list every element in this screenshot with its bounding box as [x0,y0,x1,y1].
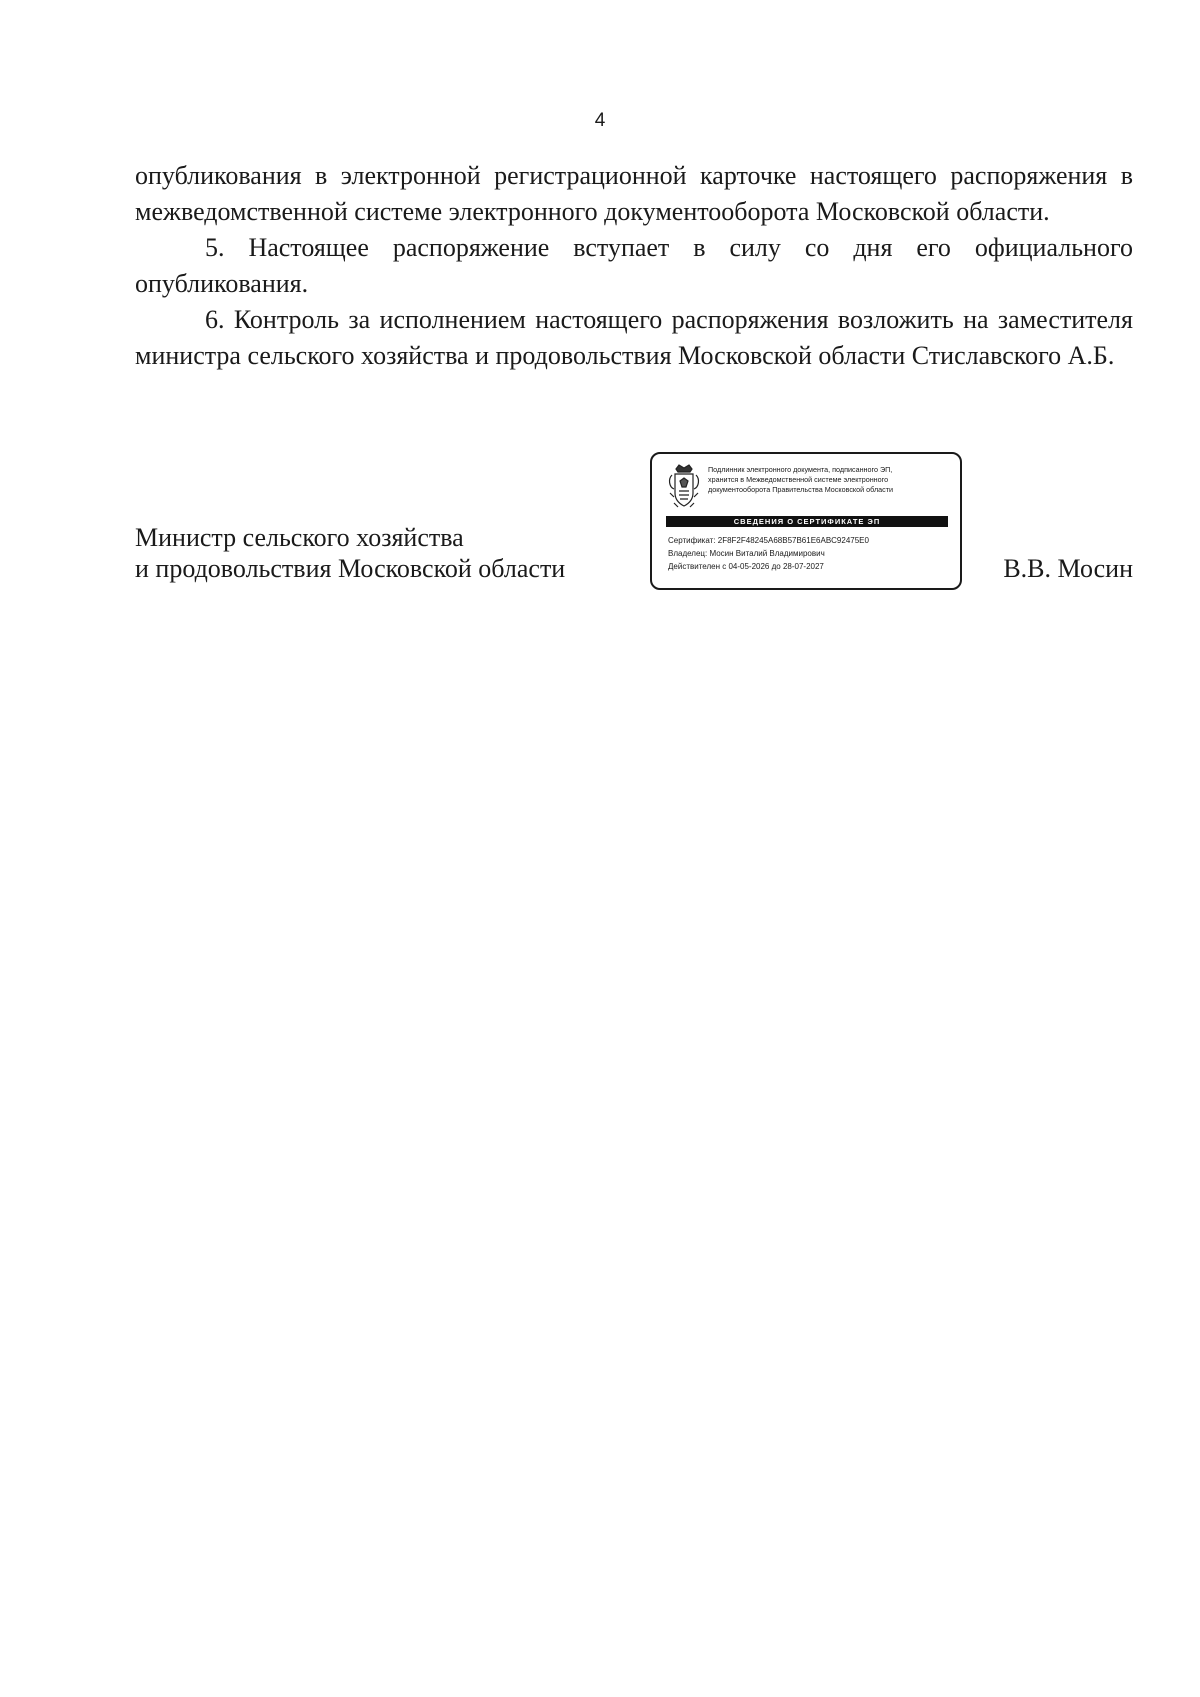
stamp-header-line-1: Подлинник электронного документа, подписанного ЭП, [708,465,893,474]
stamp-certificate: Сертификат: 2F8F2F48245A68B57B61E6ABC92475E0 [668,536,869,545]
signature-title-line-2: и продовольствия Московской области [135,554,566,583]
stamp-header [708,465,956,495]
paragraph-item-5: 5. Настоящее распоряжение вступает в силу со дня его официального опубликования. [135,233,1133,298]
stamp-owner: Владелец: Мосин Виталий Владимирович [668,549,825,558]
document-body [135,158,1133,374]
electronic-signature-stamp [650,452,962,590]
signature-title [135,522,565,584]
coat-of-arms-icon [666,463,702,511]
stamp-certificate-bar: СВЕДЕНИЯ О СЕРТИФИКАТЕ ЭП [666,516,948,527]
stamp-details [668,534,954,573]
stamp-header-line-3: документооборота Правительства Московской области [708,485,894,494]
signature-name: В.В. Мосин [1003,554,1133,583]
paragraph-continuation: опубликования в электронной регистрационной карточке настоящего распоряжения в межведомственной системе электронного документооборота Московской области. [135,161,1133,226]
paragraph-item-6: 6. Контроль за исполнением настоящего распоряжения возложить на заместителя министра сельского хозяйства и продовольствия Московской области Стиславского А.Б. [135,305,1133,370]
stamp-header-line-2: хранится в Межведомственной системе электронного [708,475,889,484]
signature-title-line-1: Министр сельского хозяйства [135,523,464,552]
stamp-validity: Действителен с 04-05-2026 до 28-07-2027 [668,562,824,571]
page-number: 4 [594,110,606,131]
